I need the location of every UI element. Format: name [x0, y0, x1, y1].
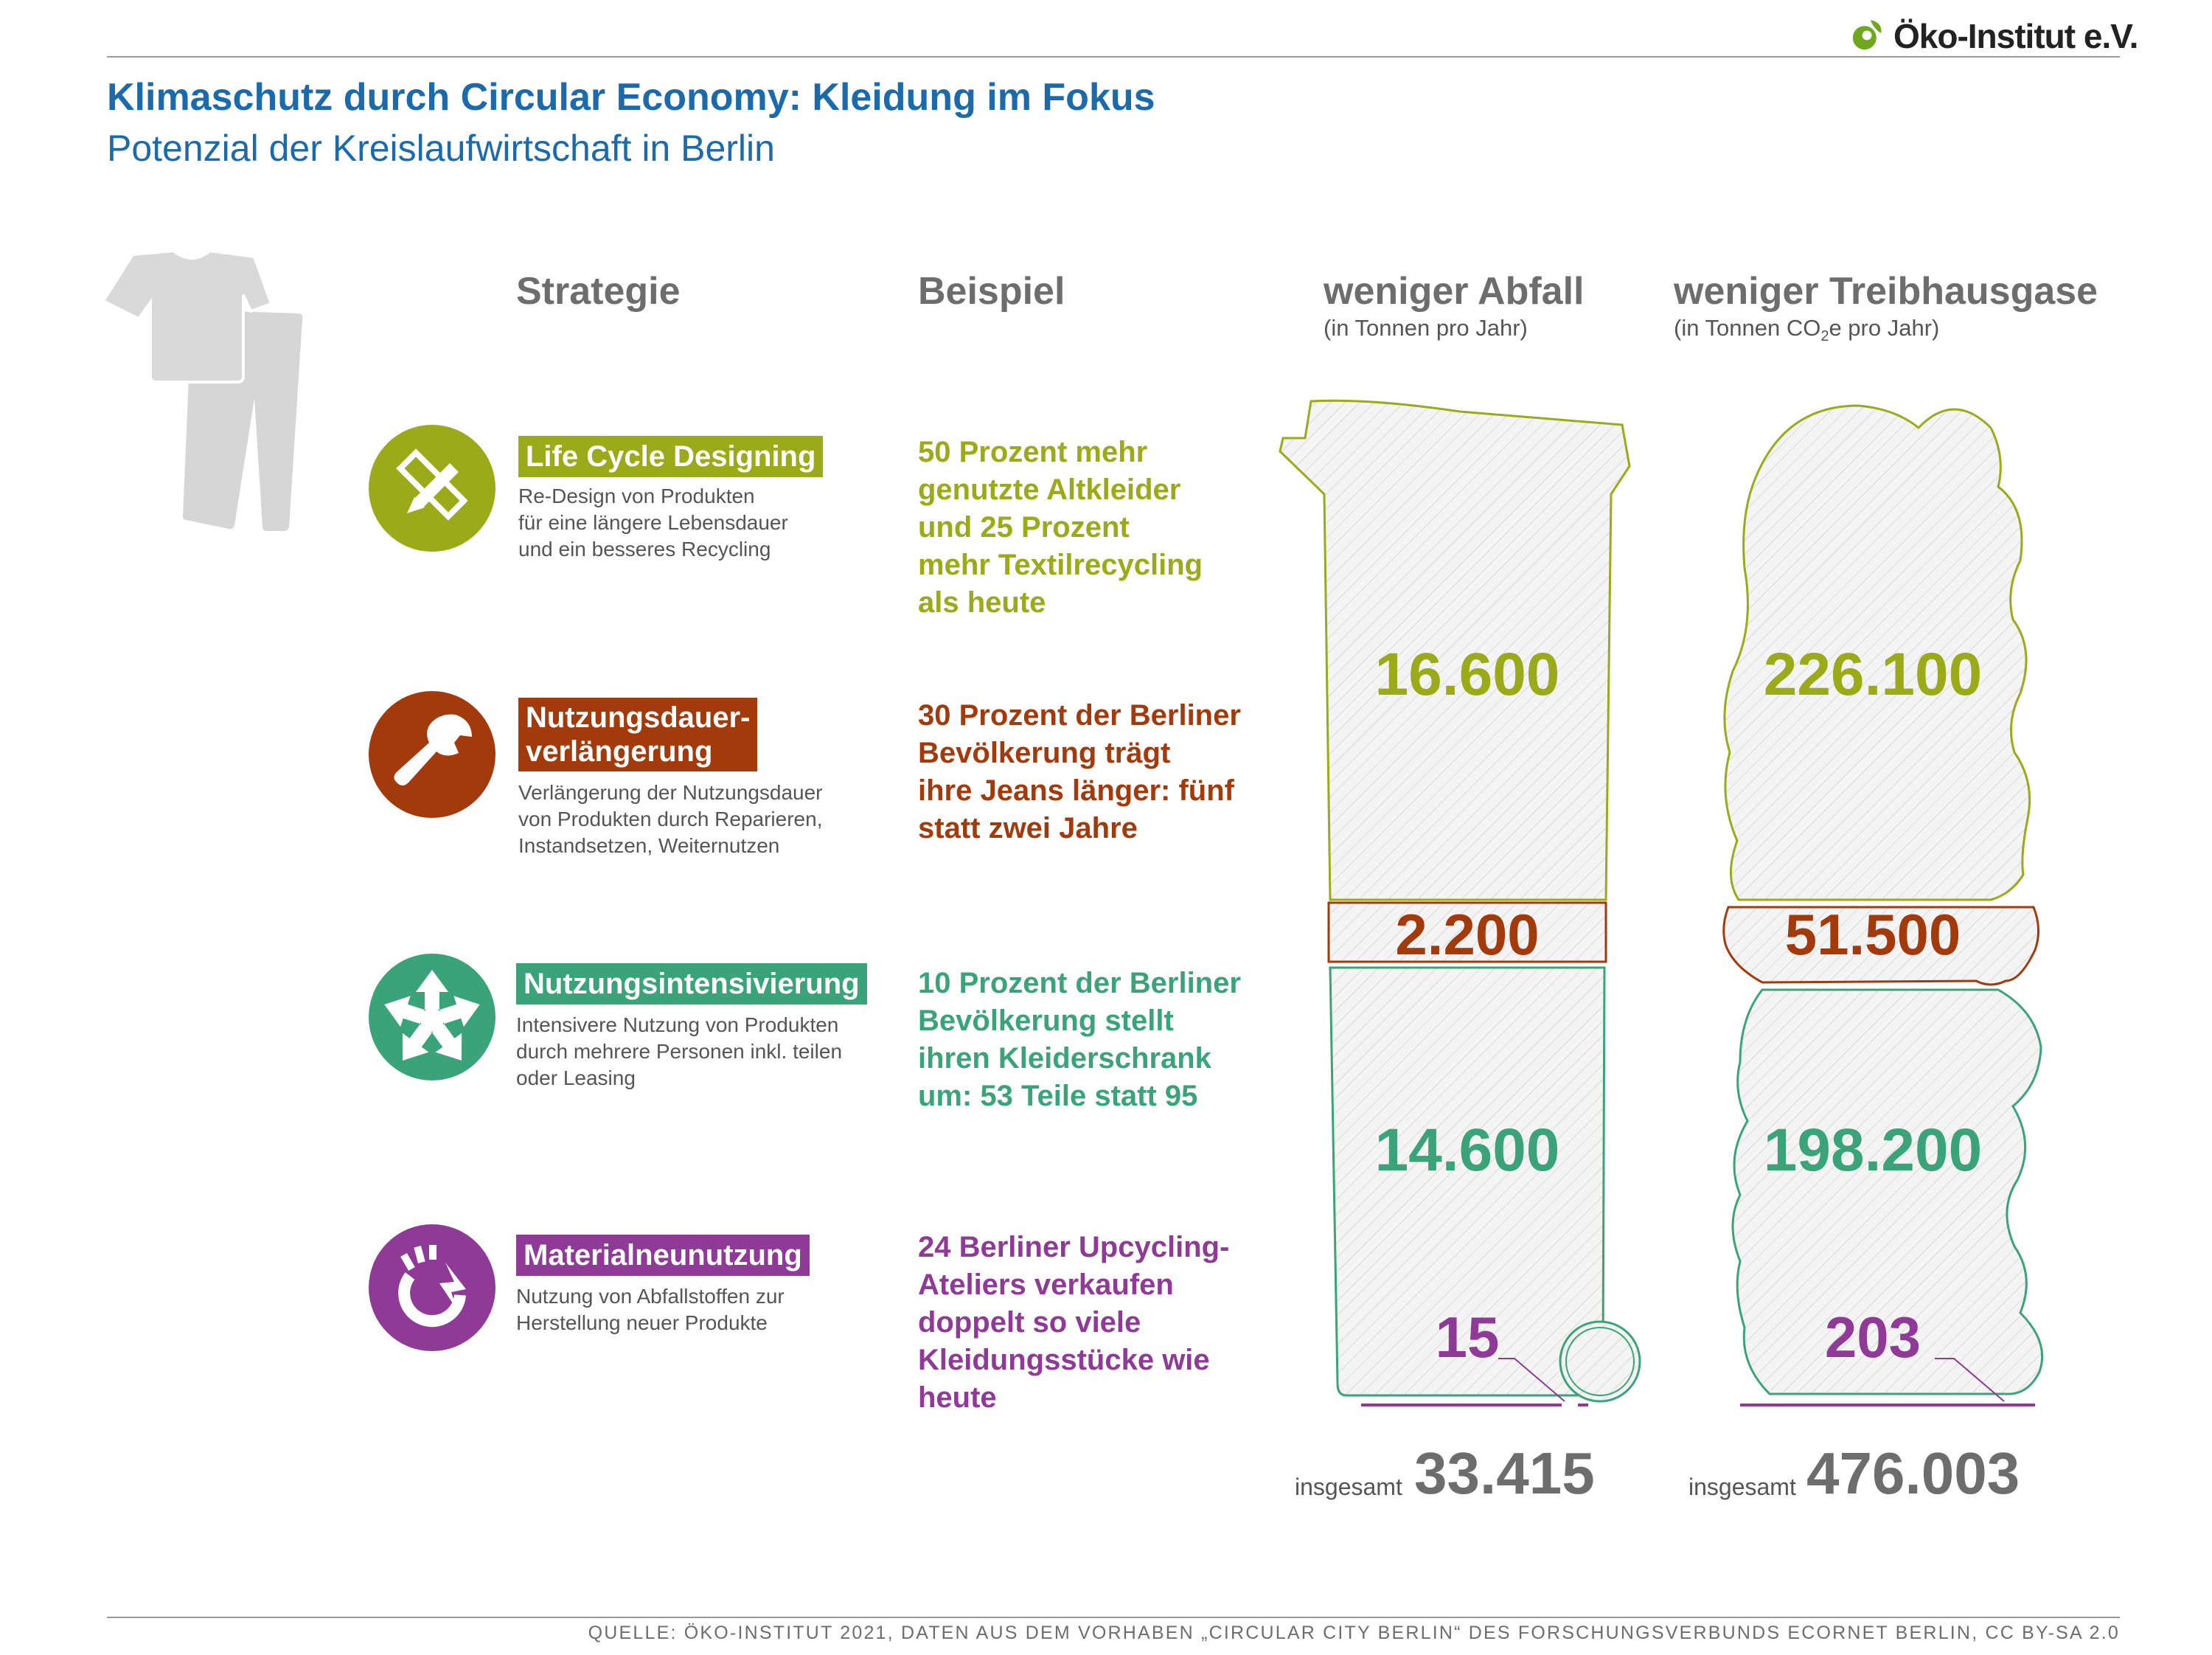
- example-materialneunutzung: 24 Berliner Upcycling- Ateliers verkaufen doppelt so viele Kleidungsstücke wie heute: [918, 1231, 1230, 1414]
- bottom-rule: [107, 1617, 2120, 1618]
- page-title: Klimaschutz durch Circular Economy: Kleidung im Fokus: [107, 76, 1155, 119]
- column-header-example: Beispiel: [918, 270, 1065, 313]
- ghg-value-life-cycle: 226.100: [1763, 641, 1983, 708]
- ghg-value-nutzungsintensivierung: 198.200: [1763, 1117, 1983, 1184]
- waste-total-value: 33.415: [1414, 1440, 1595, 1506]
- example-nutzungsintensivierung: 10 Prozent der Berliner Bevölkerung stellt ihren Kleiderschrank um: 53 Teile statt 95: [918, 967, 1241, 1112]
- clothing-icon: [103, 251, 317, 538]
- waste-value-life-cycle: 16.600: [1374, 641, 1560, 708]
- strategy-icon-life-cycle: [369, 425, 495, 552]
- strategy-badge-nutzungsintensivierung: Nutzungsintensivierung: [516, 963, 867, 1005]
- ghg-value-nutzungsdauer: 51.500: [1784, 902, 1961, 967]
- waste-total-label: insgesamt: [1295, 1474, 1402, 1500]
- logo-text: Öko-Institut e.V.: [1893, 17, 2138, 55]
- column-header-strategy: Strategie: [516, 270, 681, 313]
- strategy-description-nutzungsdauer: Verlängerung der Nutzungsdauer von Produkten durch Reparieren, Instandsetzen, Weiternutzen: [518, 781, 823, 857]
- strategy-badge-nutzungsdauer: Nutzungsdauer- verlängerung: [518, 698, 757, 771]
- wheel-icon: [1560, 1322, 1640, 1401]
- ghg-total-label: insgesamt: [1688, 1474, 1796, 1500]
- column-header-ghg: weniger Treibhausgase: [1674, 270, 2098, 313]
- waste-value-nutzungsintensivierung: 14.600: [1374, 1117, 1560, 1184]
- column-unit-ghg: (in Tonnen $CO_2e$ pro Jahr): [1674, 315, 1940, 345]
- strategy-description-nutzungsintensivierung: Intensivere Nutzung von Produkten durch mehrere Personen inkl. teilen oder Leasing: [516, 1013, 843, 1089]
- column-header-waste: weniger Abfall: [1324, 270, 1585, 313]
- page-subtitle: Potenzial der Kreislaufwirtschaft in Berlin: [107, 128, 775, 169]
- source-note: QUELLE: ÖKO-INSTITUT 2021, DATEN AUS DEM VORHABEN „CIRCULAR CITY BERLIN“ DES FORSCHUNGSVERBUNDS ECORNET BERLIN, CC BY-SA 2.0: [588, 1623, 2120, 1643]
- example-life-cycle: 50 Prozent mehr genutzte Altkleider und 25 Prozent mehr Textilrecycling als heute: [918, 436, 1203, 619]
- logo-icon: [1849, 18, 1885, 53]
- top-rule: [107, 56, 2120, 58]
- strategy-description-materialneunutzung: Nutzung von Abfallstoffen zur Herstellung neuer Produkte: [516, 1285, 785, 1334]
- strategy-icon-nutzungsdauer: [369, 691, 495, 818]
- strategy-icon-materialneunutzung: [369, 1224, 495, 1351]
- strategy-description-life-cycle: Re-Design von Produkten für eine längere Lebensdauer und ein besseres Recycling: [518, 485, 788, 561]
- example-nutzungsdauer: 30 Prozent der Berliner Bevölkerung trägt ihre Jeans länger: fünf statt zwei Jahre: [918, 699, 1241, 844]
- strategy-icon-nutzungsintensivierung: [369, 954, 495, 1080]
- strategy-badge-materialneunutzung: Materialneunutzung: [516, 1235, 810, 1276]
- waste-value-nutzungsdauer: 2.200: [1395, 902, 1540, 967]
- column-unit-waste: (in Tonnen pro Jahr): [1324, 315, 1528, 341]
- strategy-badge-life-cycle: Life Cycle Designing: [518, 436, 823, 477]
- ghg-total-value: 476.003: [1806, 1440, 2020, 1506]
- ghg-value-materialneunutzung: 203: [1824, 1305, 1921, 1370]
- waste-value-materialneunutzung: 15: [1435, 1305, 1500, 1370]
